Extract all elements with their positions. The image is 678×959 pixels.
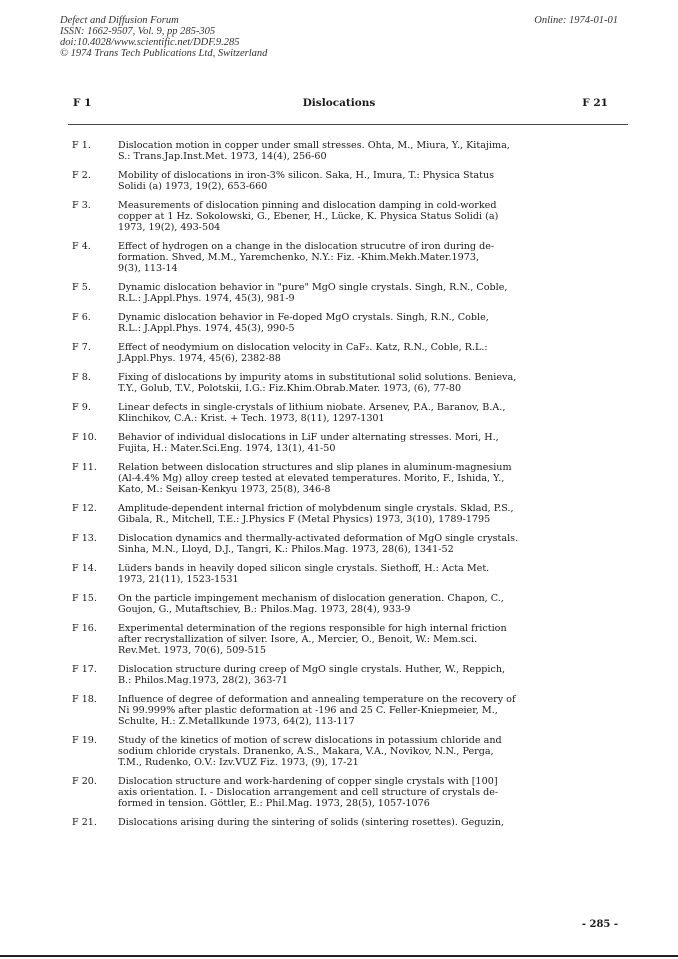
citation-line: Lüders bands in heavily doped silicon single crystals. Siethoff, H.: Acta Met. xyxy=(118,563,490,574)
citation-line: 9(3), 113-14 xyxy=(118,263,178,274)
journal-doi: doi:10.4028/www.scientific.net/DDF.9.285 xyxy=(60,37,240,48)
online-date: Online: 1974-01-01 xyxy=(534,15,618,26)
citation-line: Mobility of dislocations in iron-3% silicon. Saka, H., Imura, T.: Physica Status xyxy=(118,170,495,181)
citation-line: Study of the kinetics of motion of screw dislocations in potassium chloride and xyxy=(118,735,502,746)
reference-entry xyxy=(72,462,622,495)
reference-entry xyxy=(72,241,622,274)
citation-line: after recrystallization of silver. Isore, A., Mercier, O., Benoit, W.: Mem.sci. xyxy=(118,634,478,645)
citation-line: Goujon, G., Mutaftschiev, B.: Philos.Mag. 1973, 28(4), 933-9 xyxy=(118,604,411,615)
citation-line: Effect of hydrogen on a change in the dislocation strucutre of iron during de- xyxy=(118,241,495,252)
entry-number: F 12. xyxy=(72,503,97,514)
reference-entry xyxy=(72,563,622,585)
citation-line: T.M., Rudenko, O.V.: Izv.VUZ Fiz. 1973, (9), 17-21 xyxy=(118,757,359,768)
section-title: Dislocations xyxy=(302,97,376,109)
entry-citation xyxy=(118,312,622,334)
citation-line: Dislocation dynamics and thermally-activated deformation of MgO single crystals. xyxy=(118,533,519,544)
citation-line: Kato, M.: Seisan-Kenkyu 1973, 25(8), 346-8 xyxy=(118,484,331,495)
citation-line: Experimental determination of the regions responsible for high internal friction xyxy=(118,623,507,634)
entry-number: F 8. xyxy=(72,372,91,383)
reference-entry xyxy=(72,140,622,162)
citation-line: J.Appl.Phys. 1974, 45(6), 2382-88 xyxy=(118,353,281,364)
citation-line: Schulte, H.: Z.Metallkunde 1973, 64(2), 113-117 xyxy=(118,716,355,727)
citation-line: Rev.Met. 1973, 70(6), 509-515 xyxy=(118,645,266,656)
reference-entry xyxy=(72,282,622,304)
entry-citation xyxy=(118,342,622,364)
citation-line: 1973, 21(11), 1523-1531 xyxy=(118,574,239,585)
citation-line: Influence of degree of deformation and annealing temperature on the recovery of xyxy=(118,694,516,705)
entry-number: F 17. xyxy=(72,664,97,675)
citation-line: axis orientation. I. - Dislocation arrangement and cell structure of crystals de- xyxy=(118,787,499,798)
header-divider xyxy=(68,124,628,125)
citation-line: Dislocation structure and work-hardening of copper single crystals with [100] xyxy=(118,776,498,787)
reference-entry xyxy=(72,694,622,727)
entry-number: F 9. xyxy=(72,402,91,413)
reference-entry xyxy=(72,432,622,454)
citation-line: Effect of neodymium on dislocation velocity in CaF₂. Katz, R.N., Coble, R.L.: xyxy=(118,342,488,353)
reference-list xyxy=(72,140,622,836)
entry-number: F 14. xyxy=(72,563,97,574)
entry-citation xyxy=(118,623,622,656)
entry-number: F 2. xyxy=(72,170,91,181)
entry-citation xyxy=(118,776,622,809)
entry-citation xyxy=(118,402,622,424)
citation-line: On the particle impingement mechanism of dislocation generation. Chapon, C., xyxy=(118,593,504,604)
reference-entry xyxy=(72,593,622,615)
citation-line: Fujita, H.: Mater.Sci.Eng. 1974, 13(1), 41-50 xyxy=(118,443,336,454)
reference-entry xyxy=(72,200,622,233)
citation-line: R.L.: J.Appl.Phys. 1974, 45(3), 990-5 xyxy=(118,323,295,334)
citation-line: Dynamic dislocation behavior in Fe-doped MgO crystals. Singh, R.N., Coble, xyxy=(118,312,489,323)
entry-citation xyxy=(118,694,622,727)
entry-number: F 1. xyxy=(72,140,91,151)
entry-citation xyxy=(118,241,622,274)
entry-number: F 7. xyxy=(72,342,91,353)
bottom-divider xyxy=(0,955,678,957)
entry-citation xyxy=(118,664,622,686)
citation-line: formed in tension. Göttler, E.: Phil.Mag. 1973, 28(5), 1057-1076 xyxy=(118,798,430,809)
citation-line: Behavior of individual dislocations in LiF under alternating stresses. Mori, H., xyxy=(118,432,499,443)
entry-citation xyxy=(118,170,622,192)
entry-number: F 19. xyxy=(72,735,97,746)
entry-citation xyxy=(118,735,622,768)
citation-line: Gibala, R., Mitchell, T.E.: J.Physics F (Metal Physics) 1973, 3(10), 1789-1795 xyxy=(118,514,491,525)
entry-number: F 13. xyxy=(72,533,97,544)
entry-citation xyxy=(118,503,622,525)
citation-line: formation. Shved, M.M., Yaremchenko, N.Y.: Fiz. -Khim.Mekh.Mater.1973, xyxy=(118,252,480,263)
header-first-entry: F 1 xyxy=(73,97,92,109)
reference-entry xyxy=(72,503,622,525)
citation-line: Measurements of dislocation pinning and dislocation damping in cold-worked xyxy=(118,200,497,211)
citation-line: Amplitude-dependent internal friction of molybdenum single crystals. Sklad, P.S., xyxy=(118,503,514,514)
reference-entry xyxy=(72,735,622,768)
entry-citation xyxy=(118,432,622,454)
entry-citation xyxy=(118,817,622,828)
citation-line: S.: Trans.Jap.Inst.Met. 1973, 14(4), 256-60 xyxy=(118,151,327,162)
entry-number: F 5. xyxy=(72,282,91,293)
entry-number: F 4. xyxy=(72,241,91,252)
citation-line: T.Y., Golub, T.V., Polotskii, I.G.: Fiz.Khim.Obrab.Mater. 1973, (6), 77-80 xyxy=(118,383,462,394)
citation-line: Dislocations arising during the sintering of solids (sintering rosettes). Geguzin, xyxy=(118,817,504,828)
citation-line: B.: Philos.Mag.1973, 28(2), 363-71 xyxy=(118,675,288,686)
reference-entry xyxy=(72,776,622,809)
citation-line: Fixing of dislocations by impurity atoms in substitutional solid solutions. Benieva, xyxy=(118,372,517,383)
reference-entry xyxy=(72,623,622,656)
reference-entry xyxy=(72,372,622,394)
citation-line: Relation between dislocation structures and slip planes in aluminum-magnesium xyxy=(118,462,512,473)
reference-entry xyxy=(72,664,622,686)
entry-citation xyxy=(118,200,622,233)
entry-citation xyxy=(118,372,622,394)
citation-line: Dynamic dislocation behavior in "pure" MgO single crystals. Singh, R.N., Coble, xyxy=(118,282,508,293)
running-header xyxy=(70,97,608,111)
entry-number: F 20. xyxy=(72,776,97,787)
reference-entry xyxy=(72,402,622,424)
entry-number: F 18. xyxy=(72,694,97,705)
reference-entry xyxy=(72,817,622,828)
entry-citation xyxy=(118,462,622,495)
entry-citation xyxy=(118,282,622,304)
entry-citation xyxy=(118,563,622,585)
reference-entry xyxy=(72,533,622,555)
journal-name: Defect and Diffusion Forum xyxy=(60,15,179,26)
reference-entry xyxy=(72,312,622,334)
entry-number: F 3. xyxy=(72,200,91,211)
entry-number: F 15. xyxy=(72,593,97,604)
citation-line: Sinha, M.N., Lloyd, D.J., Tangri, K.: Philos.Mag. 1973, 28(6), 1341-52 xyxy=(118,544,454,555)
reference-entry xyxy=(72,170,622,192)
citation-line: Dislocation structure during creep of MgO single crystals. Huther, W., Reppich, xyxy=(118,664,506,675)
header-last-entry: F 21 xyxy=(582,97,608,109)
entry-citation xyxy=(118,140,622,162)
citation-line: R.L.: J.Appl.Phys. 1974, 45(3), 981-9 xyxy=(118,293,295,304)
journal-citation xyxy=(60,15,267,59)
reference-entry xyxy=(72,342,622,364)
citation-line: Ni 99.999% after plastic deformation at -196 and 25 C. Feller-Kniepmeier, M., xyxy=(118,705,498,716)
page-number: - 285 - xyxy=(581,919,618,930)
journal-copyright: © 1974 Trans Tech Publications Ltd, Switzerland xyxy=(60,48,268,59)
citation-line: Klinchikov, C.A.: Krist. + Tech. 1973, 8(11), 1297-1301 xyxy=(118,413,385,424)
entry-number: F 11. xyxy=(72,462,97,473)
entry-number: F 6. xyxy=(72,312,91,323)
citation-line: (Al-4.4% Mg) alloy creep tested at elevated temperatures. Morito, F., Ishida, Y., xyxy=(118,473,505,484)
journal-issn: ISSN: 1662-9507, Vol. 9, pp 285-305 xyxy=(60,26,216,37)
entry-number: F 16. xyxy=(72,623,97,634)
citation-line: 1973, 19(2), 493-504 xyxy=(118,222,221,233)
entry-number: F 21. xyxy=(72,817,97,828)
citation-line: copper at 1 Hz. Sokolowski, G., Ebener, H., Lücke, K. Physica Status Solidi (a) xyxy=(118,211,499,222)
entry-citation xyxy=(118,593,622,615)
citation-line: Linear defects in single-crystals of lithium niobate. Arsenev, P.A., Baranov, B.A., xyxy=(118,402,506,413)
citation-line: sodium chloride crystals. Dranenko, A.S., Makara, V.A., Novikov, N.N., Perga, xyxy=(118,746,494,757)
citation-line: Dislocation motion in copper under small stresses. Ohta, M., Miura, Y., Kitajima, xyxy=(118,140,510,151)
entry-citation xyxy=(118,533,622,555)
citation-line: Solidi (a) 1973, 19(2), 653-660 xyxy=(118,181,268,192)
entry-number: F 10. xyxy=(72,432,97,443)
